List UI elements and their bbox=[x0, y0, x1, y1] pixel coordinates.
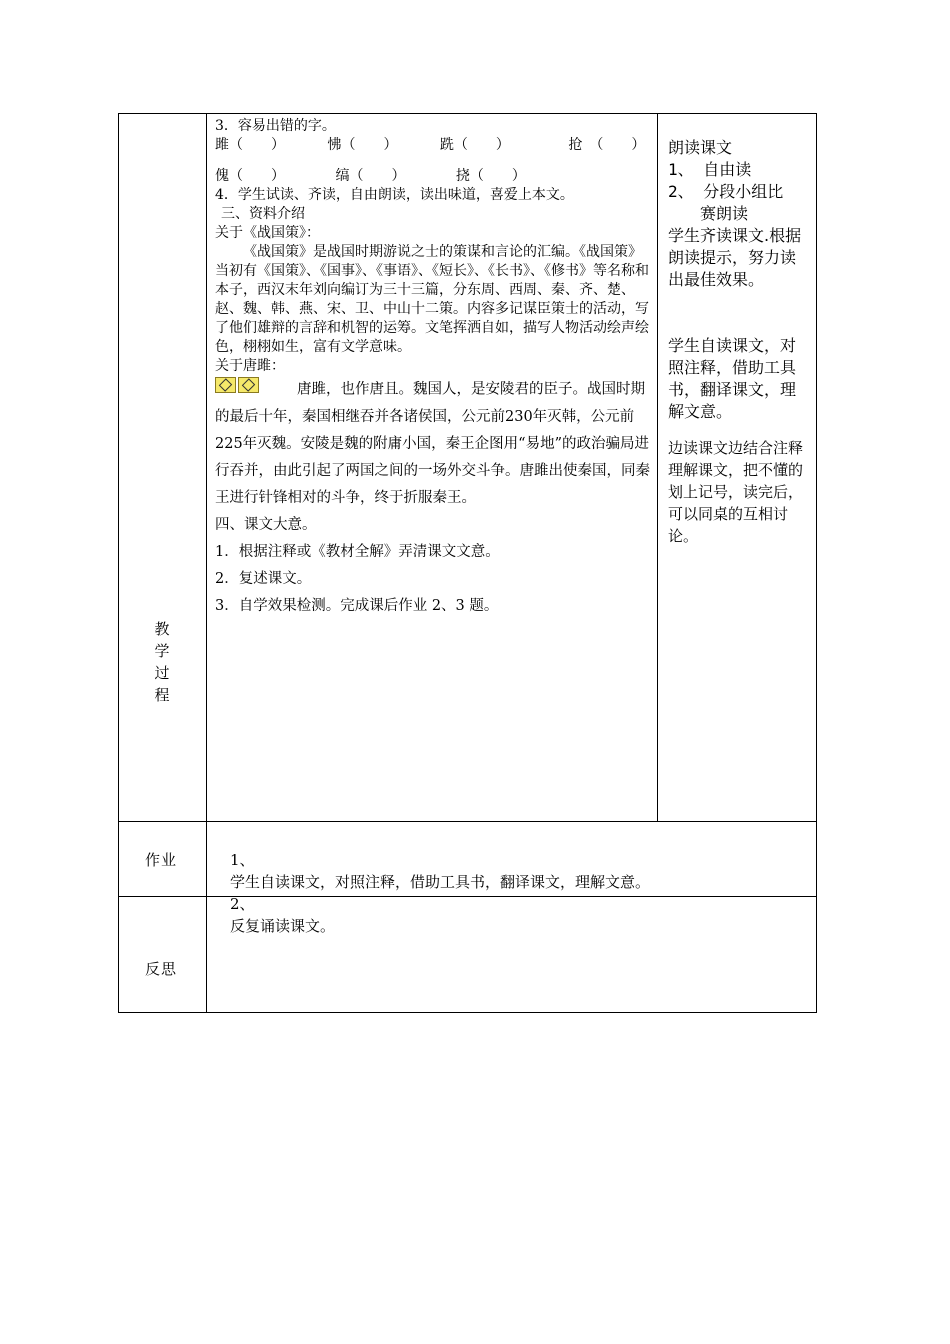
table-border-bottom bbox=[118, 1012, 817, 1013]
section4-item-2: 2．复述课文。 bbox=[215, 570, 312, 587]
table-border-right bbox=[816, 113, 817, 1013]
char-item: 跣（ ） bbox=[439, 137, 510, 153]
activity-title: 朗读课文 bbox=[668, 138, 733, 157]
zhanguoce-paragraph: 《战国策》是战国时期游说之士的策谋和言论的汇编。《战国策》当初有《国策》、《国事》、《事语》、《短长》、《长书》、《修书》等名称和本子，西汉末年刘向编订为三十三篇，分东周、西周、秦、齐、楚、赵、魏、韩、燕、宋、卫、中山十二策。内容多记谋臣策士的活动，写了他们雄辩的言辞和机智的运筹。文笔挥洒自如，描写人物活动绘声绘色，栩栩如生，富有文学意味。 bbox=[215, 244, 649, 355]
char-item: 挠（ ） bbox=[455, 168, 526, 184]
homework-item-1: 1、 学生自读课文，对照注释，借助工具书，翻译课文，理解文意。 bbox=[230, 851, 651, 891]
spacer bbox=[668, 291, 811, 335]
char-item: 雎（ ） bbox=[215, 137, 285, 153]
process-label: 教 学 过 程 bbox=[154, 620, 170, 704]
char-item: 傀（ ） bbox=[215, 168, 285, 184]
spacer bbox=[668, 423, 811, 437]
activity-item-2: 2、 分段小组比 bbox=[668, 182, 784, 201]
edit-icon bbox=[215, 377, 236, 393]
lesson-plan-table bbox=[118, 113, 817, 1013]
about-zhanguoce: 关于《战国策》： bbox=[215, 225, 320, 241]
activity-item-1: 1、 自由读 bbox=[668, 160, 752, 179]
homework-content bbox=[230, 849, 650, 937]
edit-icon bbox=[238, 377, 259, 393]
column-divider-label bbox=[206, 113, 207, 1013]
activity-para-3: 边读课文边结合注释理解课文，把不懂的划上记号，读完后，可以同桌的互相讨论。 bbox=[668, 439, 804, 545]
student-activity bbox=[668, 137, 811, 547]
item4: 4．学生试读、齐读，自由朗读，读出味道，喜爱上本文。 bbox=[215, 187, 574, 203]
teaching-content bbox=[215, 117, 651, 620]
char-item: 抢 （ ） bbox=[568, 137, 646, 153]
tangju-block bbox=[215, 376, 651, 620]
toolbar-icons bbox=[215, 376, 261, 403]
section4-heading: 四、课文大意。 bbox=[215, 516, 317, 533]
table-border-left bbox=[118, 113, 119, 1013]
column-divider-activity bbox=[657, 113, 658, 821]
tangju-paragraph: 唐雎，也作唐且。魏国人，是安陵君的臣子。战国时期的最后十年，秦国相继吞并各诸侯国，公元前230年灭韩，公元前225年灭魏。安陵是魏的附庸小国，秦王企图用“易地”的政治骗局进行吞并，由此引起了两国之间的一场外交斗争。唐雎出使秦国，同秦王进行针锋相对的斗争，终于折服秦王。 bbox=[215, 381, 650, 506]
homework-label: 作业 bbox=[145, 851, 178, 869]
about-tangju: 关于唐雎： bbox=[215, 358, 285, 374]
reflection-label: 反思 bbox=[145, 960, 178, 978]
item3-title: 3．容易出错的字。 bbox=[215, 118, 336, 134]
section4-item-1: 1．根据注释或《教材全解》弄清课文文意。 bbox=[215, 543, 500, 560]
chars-row-2 bbox=[215, 167, 651, 186]
activity-para-2: 学生自读课文，对照注释，借助工具书，翻译课文，理解文意。 bbox=[668, 336, 797, 421]
char-item: 缟（ ） bbox=[335, 168, 406, 184]
activity-para-1: 学生齐读课文.根据朗读提示，努力读出最佳效果。 bbox=[668, 226, 802, 289]
activity-item-2-cont: 赛朗读 bbox=[700, 204, 749, 223]
table-border-top bbox=[118, 113, 817, 114]
section3-heading: 三、资料介绍 bbox=[221, 206, 305, 222]
homework-item-2: 2、 反复诵读课文。 bbox=[230, 895, 336, 935]
char-item: 怫（ ） bbox=[327, 137, 398, 153]
row-divider-process bbox=[118, 821, 817, 822]
section4-item-3: 3．自学效果检测。完成课后作业 2、3 题。 bbox=[215, 597, 499, 614]
chars-row-1 bbox=[215, 136, 651, 155]
